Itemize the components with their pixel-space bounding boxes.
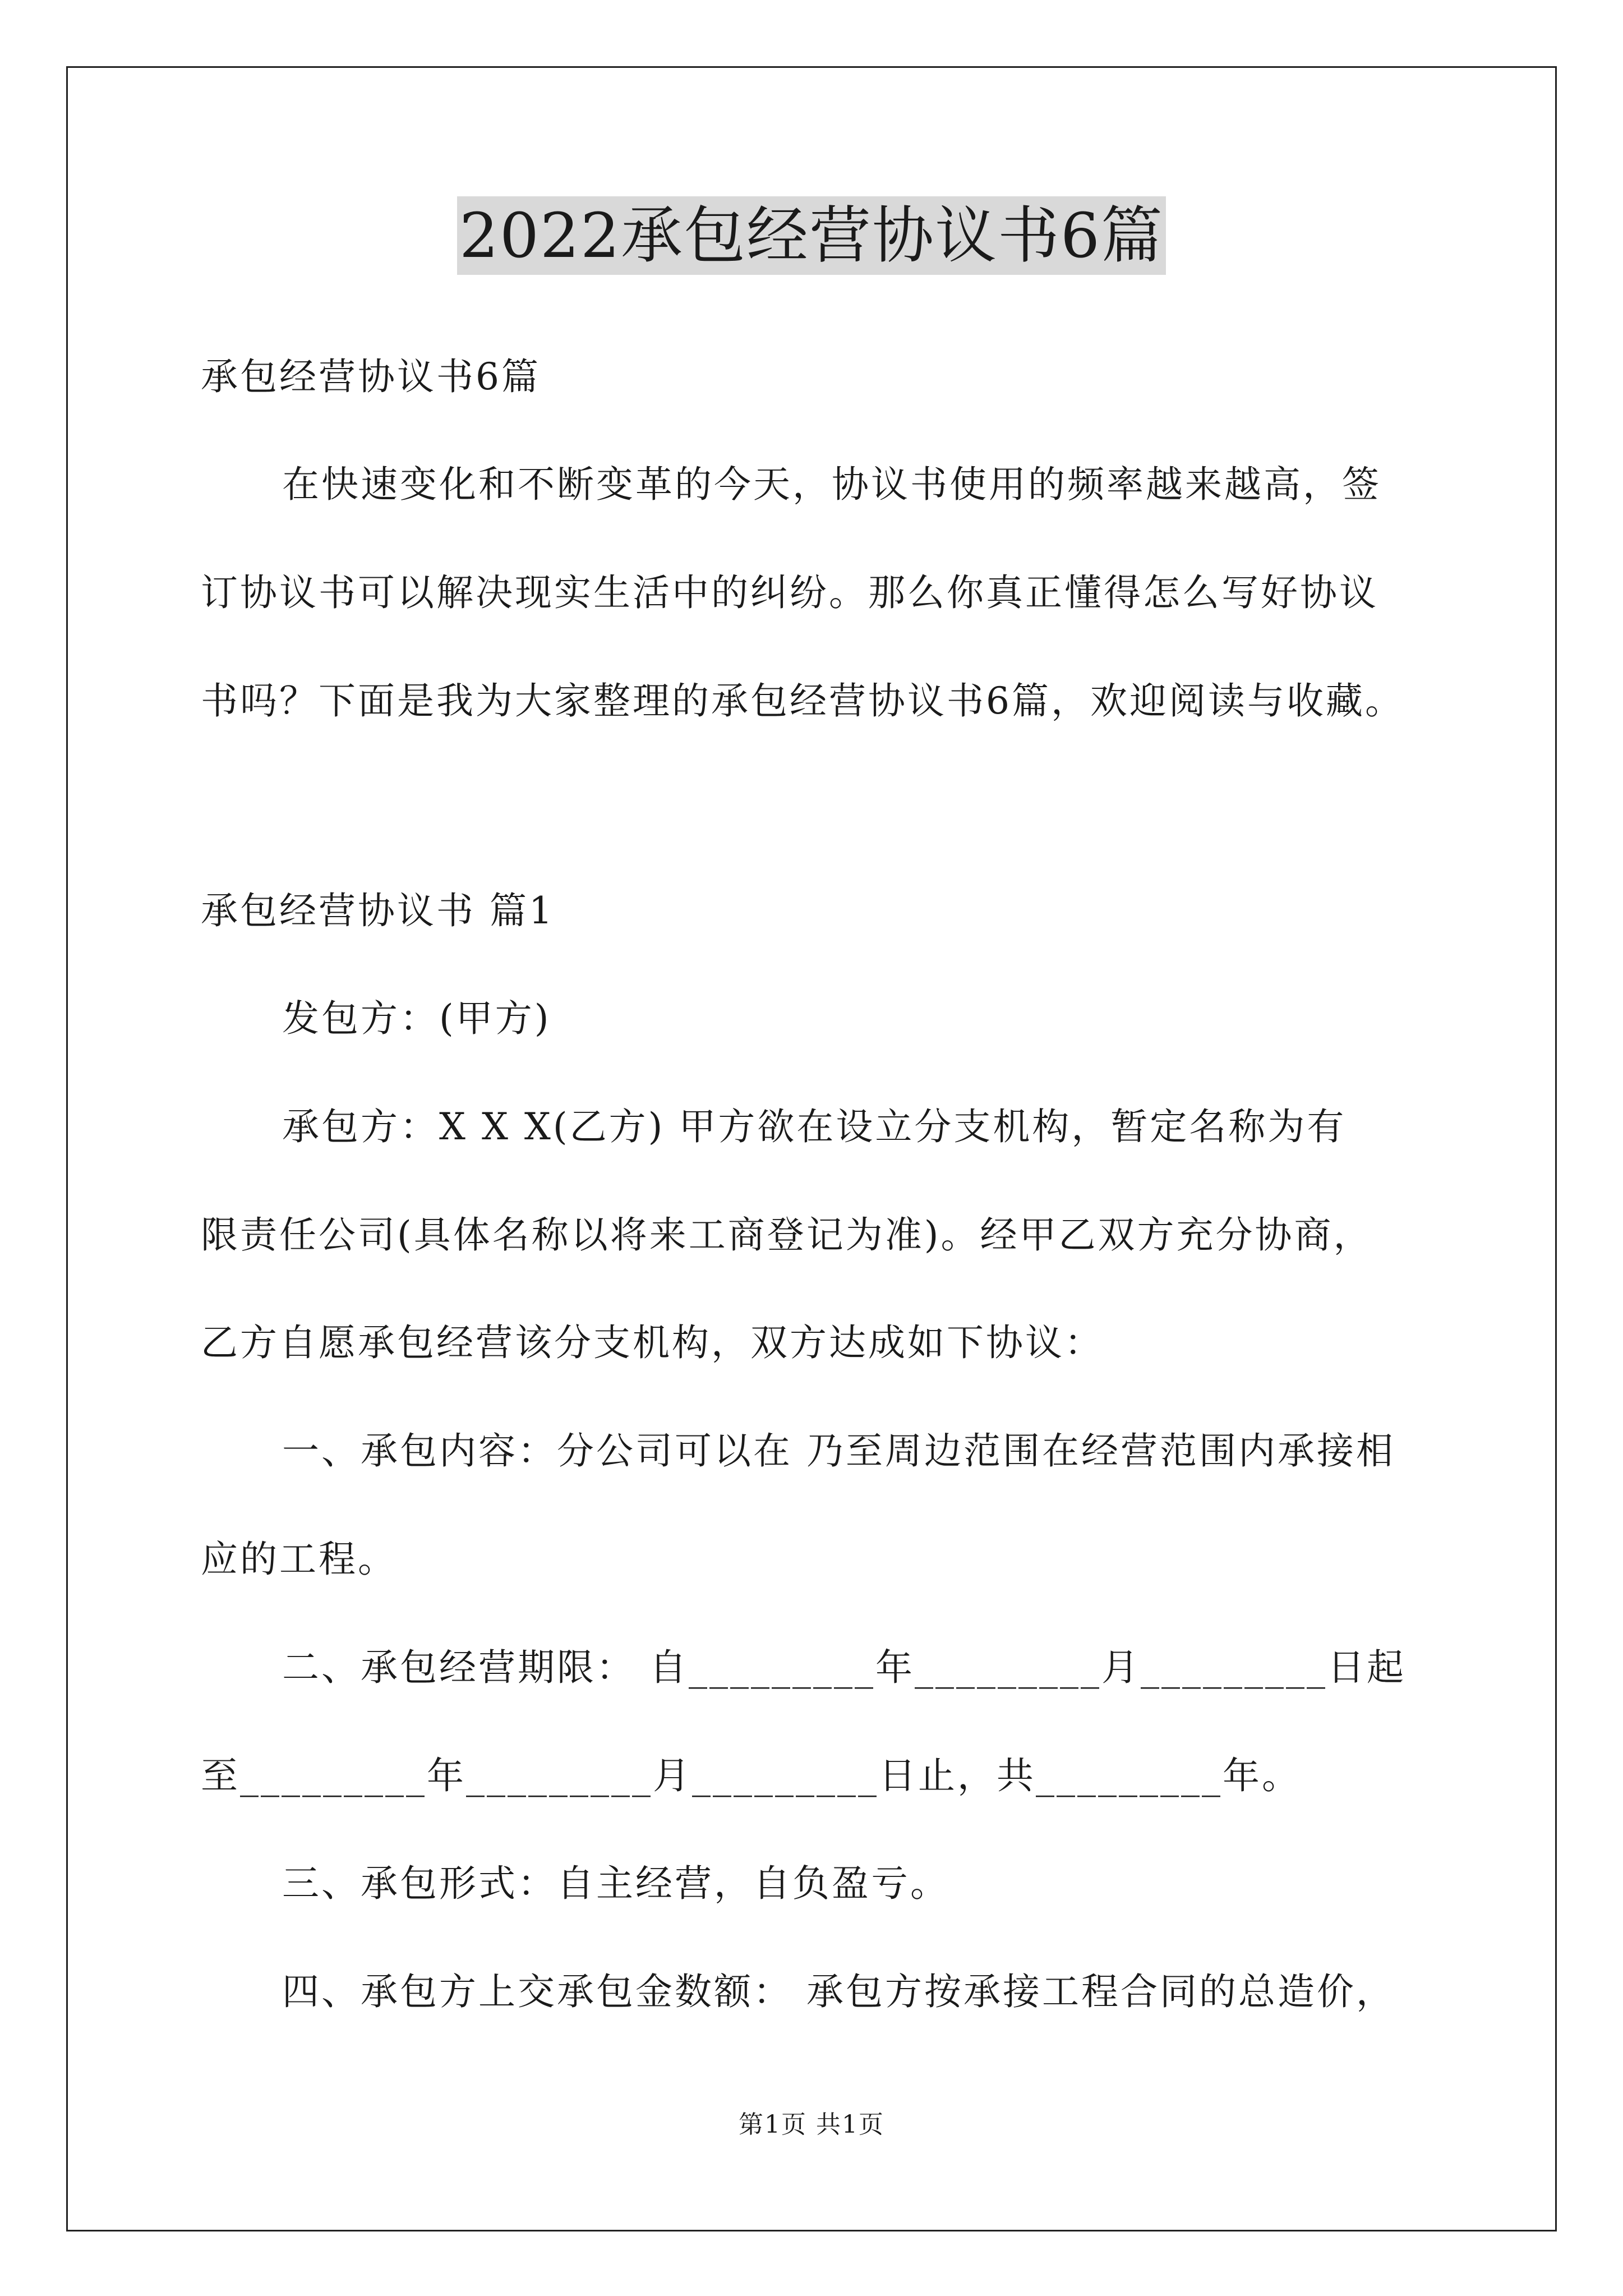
party-a-line: 发包方：(甲方): [282, 997, 551, 1040]
intro-line-1: 在快速变化和不断变革的今天，协议书使用的频率越来越高，签: [282, 463, 1381, 506]
clause-4-line: 四、承包方上交承包金数额： 承包方按承接工程合同的总造价，: [282, 1970, 1395, 2013]
page-footer: 第1页 共1页: [739, 2110, 884, 2139]
clause-2-line-2: 至_________年_________月_________日止，共_________年。: [201, 1754, 1301, 1797]
document-subtitle: 承包经营协议书6篇: [201, 355, 541, 398]
party-b-line-1: 承包方：X X X(乙方) 甲方欲在设立分支机构，暂定名称为有: [282, 1105, 1347, 1148]
party-b-line-3: 乙方自愿承包经营该分支机构，双方达成如下协议：: [201, 1321, 1104, 1364]
section-heading: 承包经营协议书 篇1: [201, 889, 555, 932]
intro-line-3: 书吗？下面是我为大家整理的承包经营协议书6篇，欢迎阅读与收藏。: [201, 679, 1404, 723]
document-title: [0, 196, 1623, 275]
clause-3-line: 三、承包形式：自主经营，自负盈亏。: [282, 1862, 949, 1905]
intro-line-2: 订协议书可以解决现实生活中的纠纷。那么你真正懂得怎么写好协议: [201, 571, 1378, 614]
clause-2-line-1: 二、承包经营期限： 自_________年_________月_________日起: [282, 1646, 1406, 1689]
party-b-line-2: 限责任公司(具体名称以将来工商登记为准)。经甲乙双方充分协商，: [201, 1213, 1373, 1257]
clause-1-line-1: 一、承包内容：分公司可以在 乃至周边范围在经营范围内承接相: [282, 1429, 1395, 1473]
document-title-text: 2022承包经营协议书6篇: [457, 196, 1166, 275]
clause-1-line-2: 应的工程。: [201, 1538, 397, 1581]
